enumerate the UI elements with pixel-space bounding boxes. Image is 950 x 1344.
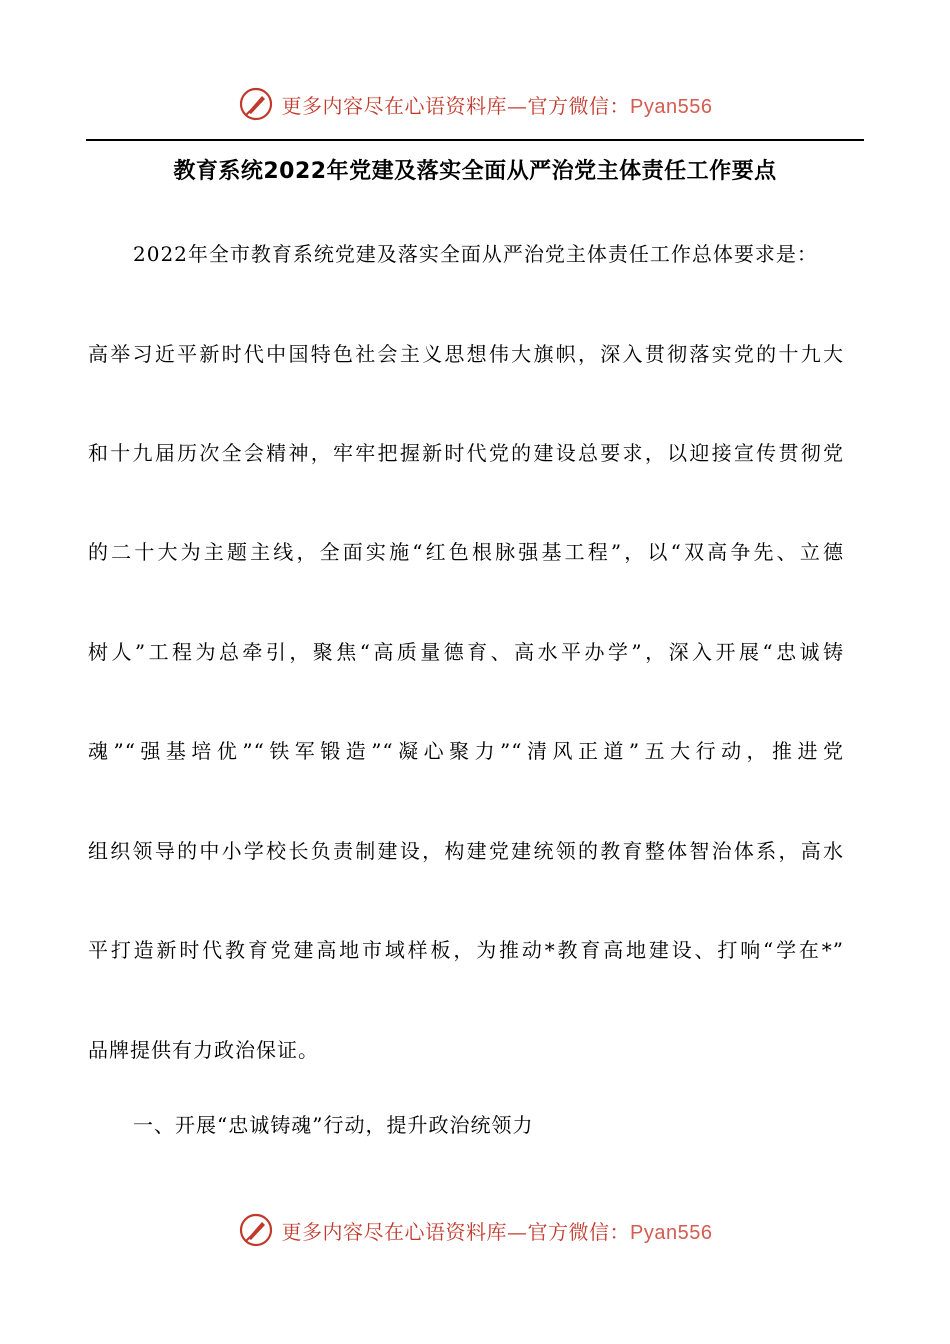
paragraph-line-9: 品牌提供有力政治保证。 (88, 1038, 319, 1062)
paragraph-line-1: 2022年全市教育系统党建及落实全面从严治党主体责任工作总体要求是： (133, 242, 818, 266)
paragraph-line-5: 树人”工程为总牵引，聚焦“高质量德育、高水平办学”，深入开展“忠诚铸 (88, 640, 844, 664)
paragraph-line-8: 平打造新时代教育党建高地市域样板，为推动*教育高地建设、打响“学在*” (88, 938, 844, 962)
quill-logo-icon (238, 86, 274, 122)
paragraph-line-3: 和十九届历次全会精神，牢牢把握新时代党的建设总要求，以迎接宣传贯彻党 (88, 441, 844, 465)
paragraph-line-6: 魂”“强基培优”“铁军锻造”“凝心聚力”“清风正道”五大行动，推进党 (88, 739, 844, 763)
document-title: 教育系统2022年党建及落实全面从严治党主体责任工作要点 (173, 159, 777, 184)
paragraph-line-2: 高举习近平新时代中国特色社会主义思想伟大旗帜，深入贯彻落实党的十九大 (88, 342, 844, 366)
watermark-label: 更多内容尽在心语资料库—官方微信： (281, 1219, 631, 1244)
watermark-text (282, 1216, 713, 1245)
watermark-wechat-id: Pyan556 (630, 1221, 713, 1244)
watermark-label: 更多内容尽在心语资料库—官方微信： (281, 93, 631, 118)
watermark-text (282, 90, 713, 119)
footer-watermark (0, 1208, 950, 1252)
header-divider (86, 139, 864, 141)
section-heading: 一、开展“忠诚铸魂”行动，提升政治统领力 (133, 1113, 534, 1137)
quill-logo-icon (238, 1212, 274, 1248)
header-watermark (0, 82, 950, 126)
paragraph-line-4: 的二十大为主题主线，全面实施“红色根脉强基工程”，以“双高争先、立德 (88, 540, 844, 564)
paragraph-line-7: 组织领导的中小学校长负责制建设，构建党建统领的教育整体智治体系，高水 (88, 839, 844, 863)
watermark-wechat-id: Pyan556 (630, 95, 713, 118)
